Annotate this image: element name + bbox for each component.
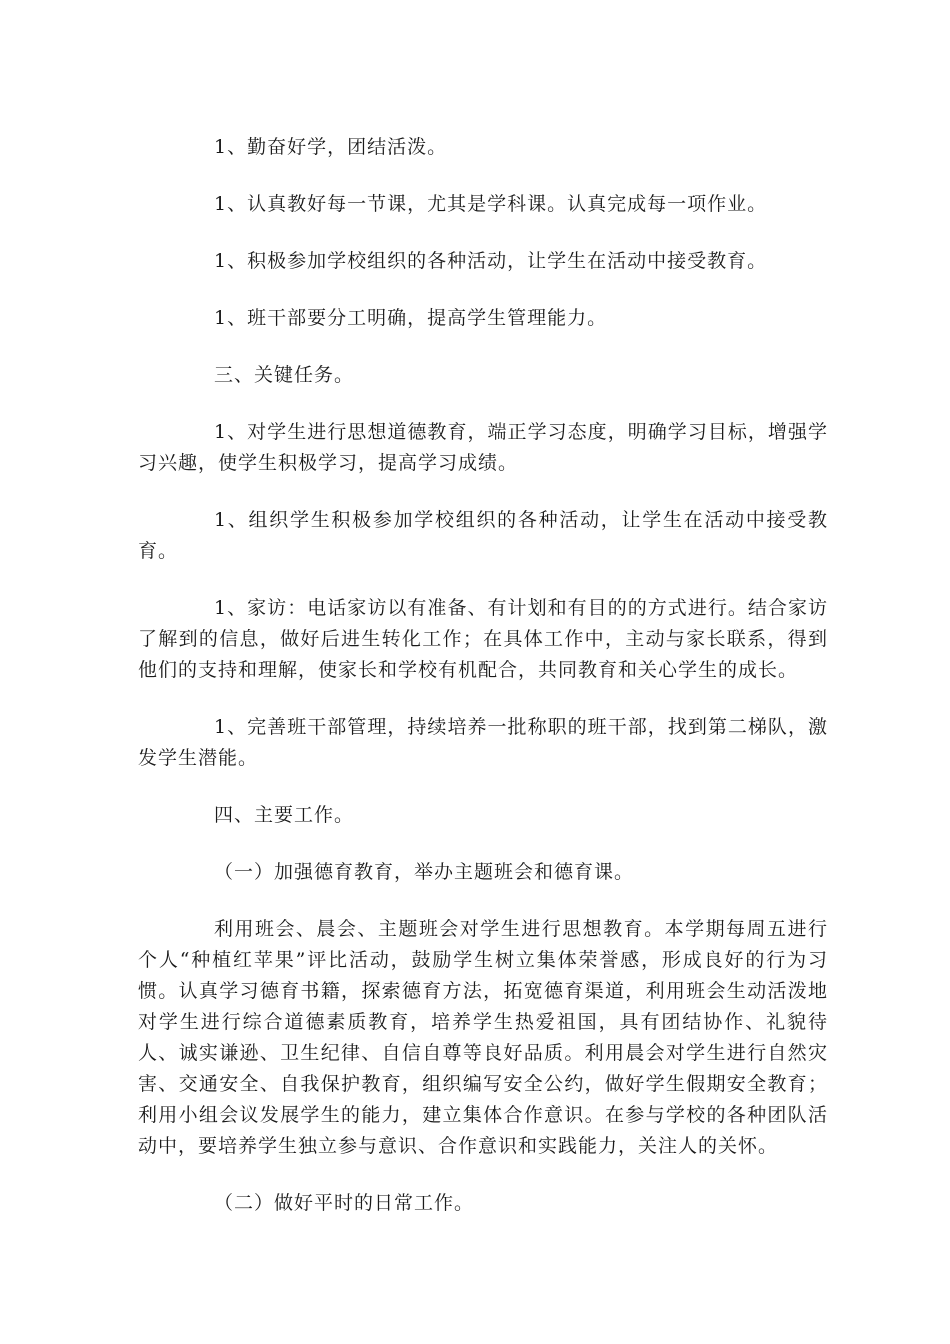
paragraph-1: 1、勤奋好学，团结活泼。 [214, 136, 448, 158]
paragraph-2: 1、认真教好每一节课，尤其是学科课。认真完成每一项作业。 [214, 193, 768, 215]
section-heading-3: 三、关键任务。 [214, 364, 355, 386]
paragraph-5: 1、对学生进行思想道德教育，端正学习态度，明确学习目标，增强学习兴趣，使学生积极学习，提高学习成绩。 [138, 421, 828, 474]
paragraph-9: 利用班会、晨会、主题班会对学生进行思想教育。本学期每周五进行个人“种植红苹果”评比活动，鼓励学生树立集体荣誉感，形成良好的行为习惯。认真学习德育书籍，探索德育方法，拓宽德育渠道，利用班会生动活泼地对学生进行综合道德素质教育，培养学生热爱祖国，具有团结协作、礼貌待人、诚实谦逊、卫生纪律、自信自尊等良好品质。利用晨会对学生进行自然灾害、交通安全、自我保护教育，组织编写安全公约，做好学生假期安全教育；利用小组会议发展学生的能力，建立集体合作意识。在参与学校的各种团队活动中，要培养学生独立参与意识、合作意识和实践能力，关注人的关怀。 [138, 918, 828, 1157]
section-heading-4: 四、主要工作。 [214, 804, 355, 826]
paragraph-3: 1、积极参加学校组织的各种活动，让学生在活动中接受教育。 [214, 250, 768, 272]
paragraph-8: 1、完善班干部管理，持续培养一批称职的班干部，找到第二梯队，激发学生潜能。 [138, 716, 828, 769]
subsection-heading-2: （二）做好平时的日常工作。 [214, 1192, 475, 1214]
paragraph-7: 1、家访：电话家访以有准备、有计划和有目的的方式进行。结合家访了解到的信息，做好后进生转化工作；在具体工作中，主动与家长联系，得到他们的支持和理解，使家长和学校有机配合，共同教育和关心学生的成长。 [138, 597, 828, 681]
paragraph-4: 1、班干部要分工明确，提高学生管理能力。 [214, 307, 608, 329]
subsection-heading-1: （一）加强德育教育，举办主题班会和德育课。 [214, 861, 635, 883]
paragraph-6: 1、组织学生积极参加学校组织的各种活动，让学生在活动中接受教育。 [138, 509, 828, 562]
document-body [138, 132, 828, 1245]
